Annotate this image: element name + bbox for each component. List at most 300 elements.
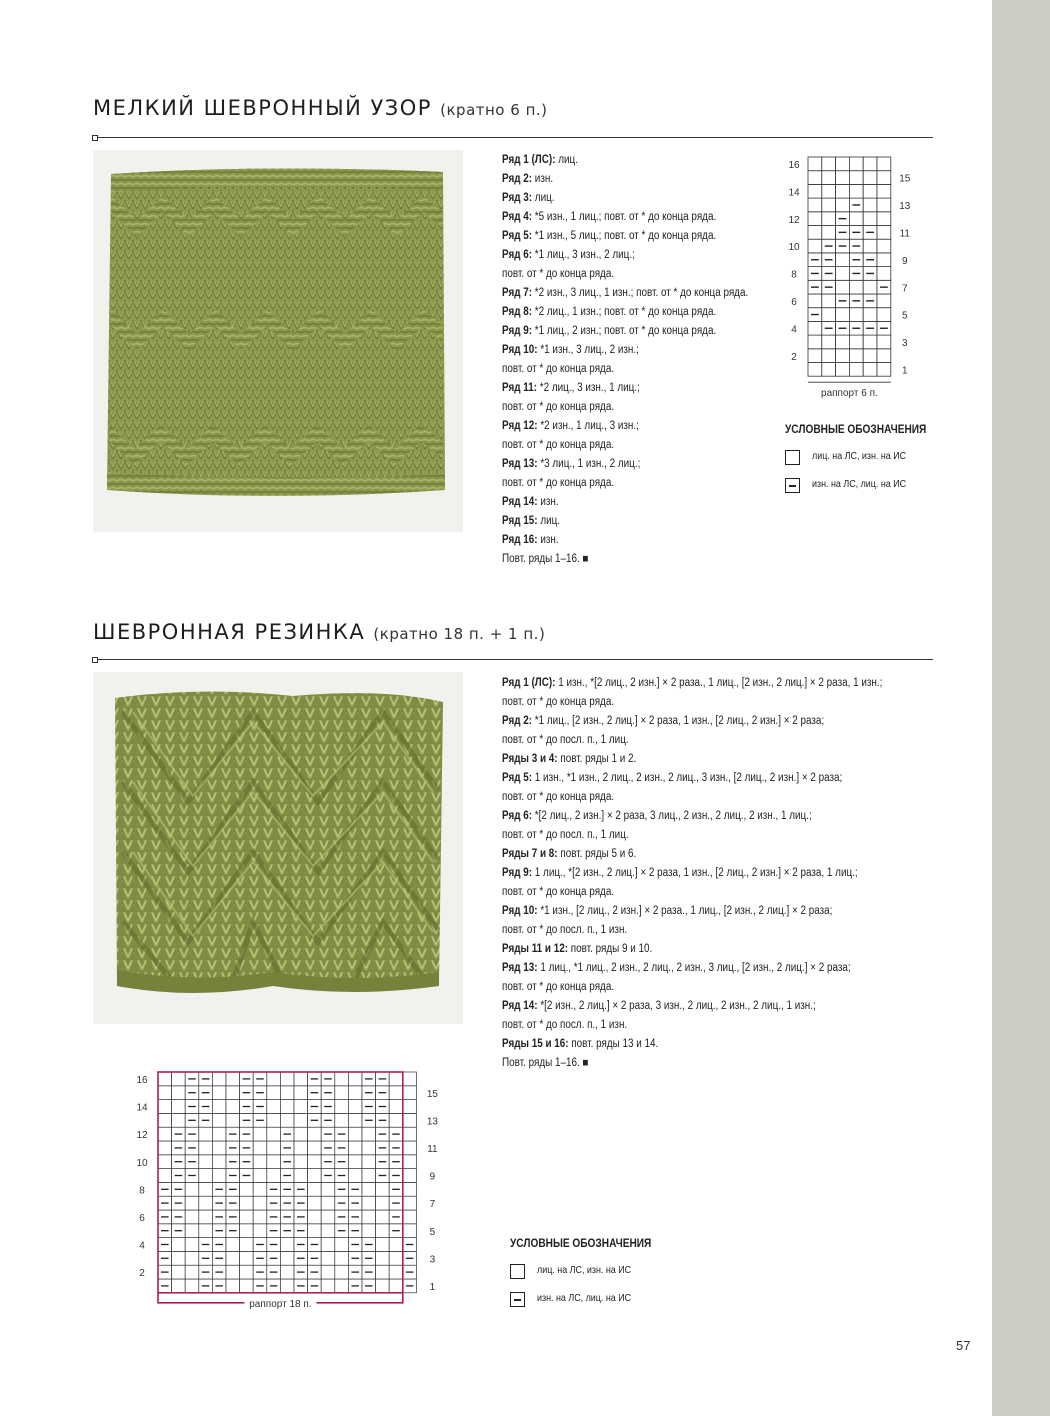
chart-cell: [240, 1238, 254, 1252]
chart-cell: [348, 1113, 362, 1127]
chart-cell: [836, 253, 850, 267]
chart-cell: [172, 1113, 186, 1127]
row-number-left: 2: [791, 351, 797, 363]
chart-cell: [226, 1086, 240, 1100]
chart-cell: [294, 1155, 308, 1169]
chart-cell: [172, 1238, 186, 1252]
chart-cell: [348, 1072, 362, 1086]
chart-cell: [849, 349, 863, 363]
chart-cell: [280, 1072, 294, 1086]
row-number-left: 6: [139, 1213, 145, 1225]
row-number-right: 11: [427, 1144, 438, 1156]
row-number-left: 8: [139, 1185, 145, 1197]
section1-rule: [93, 137, 933, 138]
chart-cell: [335, 1113, 349, 1127]
row-number-left: 14: [788, 187, 800, 199]
chart-cell: [389, 1100, 403, 1114]
chart-cell: [212, 1155, 226, 1169]
chart-cell: [403, 1210, 417, 1224]
chart-cell: [808, 363, 822, 377]
instruction-line: Ряд 14: *[2 изн., 2 лиц.] × 2 раза, 3 изн., 2 лиц., 2 изн., 2 лиц., 1 изн.;: [502, 1000, 816, 1012]
chart-cell: [863, 239, 877, 253]
chart-cell: [294, 1169, 308, 1183]
chart-cell: [253, 1127, 267, 1141]
chart-cell: [877, 267, 891, 281]
row-number-right: 5: [902, 310, 908, 322]
chart-cell: [267, 1127, 281, 1141]
chart-cell: [863, 349, 877, 363]
chart-cell: [185, 1251, 199, 1265]
chart-cell: [199, 1169, 213, 1183]
chart-cell: [158, 1141, 172, 1155]
chart-cell: [267, 1113, 281, 1127]
chart-cell: [335, 1086, 349, 1100]
chart-cell: [267, 1100, 281, 1114]
chart-cell: [863, 198, 877, 212]
chart-cell: [348, 1141, 362, 1155]
chart-cell: [321, 1224, 335, 1238]
chart-cell: [172, 1265, 186, 1279]
chart-cell: [185, 1279, 199, 1293]
row-number-right: 11: [899, 228, 910, 240]
chart-cell: [308, 1155, 322, 1169]
instruction-line: повт. от * до посл. п., 1 изн.: [502, 924, 628, 936]
chart-cell: [212, 1127, 226, 1141]
chart-cell: [822, 226, 836, 240]
instruction-line: повт. от * до посл. п., 1 лиц.: [502, 829, 629, 841]
chart-cell: [294, 1100, 308, 1114]
row-number-left: 8: [791, 269, 797, 281]
chart-cell: [808, 226, 822, 240]
chart-cell: [158, 1100, 172, 1114]
instruction-line: Ряд 1 (ЛС): лиц.: [502, 154, 578, 166]
chart-cell: [808, 171, 822, 185]
chart-cell: [240, 1210, 254, 1224]
instruction-line: Ряд 11: *2 лиц., 3 изн., 1 лиц.;: [502, 382, 640, 394]
chart-cell: [877, 184, 891, 198]
chart-cell: [267, 1072, 281, 1086]
row-number-right: 13: [426, 1116, 438, 1128]
chart-cell: [280, 1100, 294, 1114]
chart-cell: [321, 1196, 335, 1210]
chart-cell: [294, 1113, 308, 1127]
chart-cell: [212, 1169, 226, 1183]
instruction-line: повт. от * до конца ряда.: [502, 401, 615, 413]
chart-cell: [376, 1279, 390, 1293]
chart-cell: [362, 1127, 376, 1141]
row-number-right: 9: [902, 255, 908, 267]
row-number-left: 12: [788, 214, 800, 226]
chart-cell: [836, 363, 850, 377]
instruction-line: Ряд 10: *1 изн., 3 лиц., 2 изн.;: [502, 344, 639, 356]
purl-symbol-icon: [785, 478, 800, 493]
chart-cell: [308, 1224, 322, 1238]
section1-title: МЕЛКИЙ ШЕВРОННЫЙ УЗОР (кратно 6 п.): [93, 96, 548, 120]
row-number-right: 13: [899, 201, 911, 213]
chart-cell: [240, 1182, 254, 1196]
chart-cell: [849, 280, 863, 294]
chart-cell: [389, 1238, 403, 1252]
chart-cell: [376, 1238, 390, 1252]
row-number-right: 3: [902, 338, 908, 350]
chart-cell: [321, 1238, 335, 1252]
chart-cell: [226, 1113, 240, 1127]
chart-cell: [226, 1279, 240, 1293]
row-number-left: 14: [136, 1102, 148, 1114]
instruction-line: повт. от * до конца ряда.: [502, 791, 615, 803]
instruction-line: Ряд 10: *1 изн., [2 лиц., 2 изн.] × 2 раза., 1 лиц., [2 изн., 2 лиц.] × 2 раза;: [502, 905, 833, 917]
chart-cell: [376, 1210, 390, 1224]
instruction-line: Ряд 9: 1 лиц., *[2 изн., 2 лиц.] × 2 раза, 1 изн., [2 лиц., 2 изн.] × 2 раза, 1 лиц.;: [502, 867, 858, 879]
chart-cell: [403, 1072, 417, 1086]
chart-cell: [335, 1238, 349, 1252]
chart-cell: [199, 1141, 213, 1155]
row-number-right: 7: [902, 283, 908, 295]
chart-cell: [158, 1169, 172, 1183]
chart-cell: [808, 294, 822, 308]
chart-cell: [877, 253, 891, 267]
chart-cell: [849, 212, 863, 226]
instruction-line: повт. от * до конца ряда.: [502, 886, 615, 898]
chart-cell: [822, 349, 836, 363]
instruction-line: повт. от * до конца ряда.: [502, 981, 615, 993]
chart-cell: [185, 1196, 199, 1210]
chart-cell: [212, 1113, 226, 1127]
instruction-line: Ряды 3 и 4: повт. ряды 1 и 2.: [502, 753, 637, 765]
chart-cell: [253, 1196, 267, 1210]
chart-cell: [362, 1155, 376, 1169]
chart-cell: [403, 1169, 417, 1183]
chart-cell: [376, 1224, 390, 1238]
chart-cell: [403, 1127, 417, 1141]
section2-swatch-image: [93, 672, 463, 1024]
chart-cell: [822, 212, 836, 226]
chart-cell: [308, 1127, 322, 1141]
chart-cell: [294, 1072, 308, 1086]
chart-cell: [836, 184, 850, 198]
chart-cell: [280, 1113, 294, 1127]
chart-cell: [863, 363, 877, 377]
chart-cell: [212, 1072, 226, 1086]
chart-cell: [808, 239, 822, 253]
section2-title: ШЕВРОННАЯ РЕЗИНКА (кратно 18 п. + 1 п.): [93, 620, 546, 644]
chart-cell: [308, 1169, 322, 1183]
chart-cell: [267, 1086, 281, 1100]
instruction-line: Ряды 15 и 16: повт. ряды 13 и 14.: [502, 1038, 659, 1050]
chart-cell: [403, 1182, 417, 1196]
instruction-line: Ряд 2: *1 лиц., [2 изн., 2 лиц.] × 2 раза, 1 изн., [2 лиц., 2 изн.] × 2 раза;: [502, 715, 825, 727]
chart-cell: [849, 335, 863, 349]
chart-cell: [822, 157, 836, 171]
row-number-left: 12: [136, 1130, 148, 1142]
chart-cell: [240, 1251, 254, 1265]
instruction-line: повт. от * до посл. п., 1 изн.: [502, 1019, 628, 1031]
row-number-right: 7: [429, 1199, 436, 1211]
chart-cell: [808, 212, 822, 226]
repeat-label: раппорт 6 п.: [821, 388, 878, 400]
chart-cell: [362, 1224, 376, 1238]
chart-cell: [822, 198, 836, 212]
instruction-line: Ряд 13: 1 лиц., *1 лиц., 2 изн., 2 лиц., 2 изн., 3 лиц., [2 изн., 2 лиц.] × 2 раза;: [502, 962, 851, 974]
chart-cell: [172, 1086, 186, 1100]
chart-cell: [863, 308, 877, 322]
chart-cell: [321, 1251, 335, 1265]
chart-cell: [362, 1196, 376, 1210]
chart-cell: [362, 1141, 376, 1155]
chart-cell: [267, 1155, 281, 1169]
chart-cell: [185, 1182, 199, 1196]
chart-cell: [403, 1141, 417, 1155]
chart-cell: [362, 1169, 376, 1183]
instruction-line: Ряды 7 и 8: повт. ряды 5 и 6.: [502, 848, 637, 860]
chart-cell: [836, 198, 850, 212]
legend-knit-row: лиц. на ЛС, изн. на ИС: [510, 1264, 710, 1280]
row-number-left: 2: [139, 1268, 145, 1280]
chart-cell: [362, 1210, 376, 1224]
row-number-right: 1: [902, 365, 908, 377]
instruction-line: повт. от * до конца ряда.: [502, 363, 615, 375]
chart-cell: [877, 171, 891, 185]
row-number-right: 1: [429, 1282, 436, 1294]
chart-cell: [280, 1279, 294, 1293]
chart-cell: [226, 1100, 240, 1114]
chart-cell: [808, 321, 822, 335]
section2-rule: [93, 659, 933, 660]
section2-instructions: [502, 674, 944, 1073]
chart-cell: [280, 1265, 294, 1279]
chart-cell: [822, 308, 836, 322]
chart-cell: [321, 1279, 335, 1293]
chart-cell: [158, 1072, 172, 1086]
chart-cell: [348, 1127, 362, 1141]
instruction-line: Ряд 6: *1 лиц., 3 изн., 2 лиц.;: [502, 249, 635, 261]
row-number-right: 15: [426, 1088, 438, 1100]
chart-cell: [836, 267, 850, 281]
chart-cell: [335, 1265, 349, 1279]
chart-cell: [877, 239, 891, 253]
chart-cell: [158, 1127, 172, 1141]
chart-cell: [808, 198, 822, 212]
section2-chart: [128, 1070, 458, 1325]
chart-cell: [389, 1072, 403, 1086]
row-number-left: 16: [788, 159, 800, 171]
chart-cell: [877, 157, 891, 171]
instruction-line: Ряд 12: *2 изн., 1 лиц., 3 изн.;: [502, 420, 639, 432]
chart-cell: [280, 1086, 294, 1100]
chart-cell: [199, 1196, 213, 1210]
row-number-left: 4: [791, 324, 797, 336]
chart-cell: [389, 1113, 403, 1127]
chart-cell: [348, 1100, 362, 1114]
chart-cell: [158, 1086, 172, 1100]
chart-cell: [158, 1155, 172, 1169]
section1-chart: [778, 155, 918, 405]
instruction-line: Ряд 6: *[2 лиц., 2 изн.] × 2 раза, 3 лиц., 2 изн., 2 лиц., 2 изн., 1 лиц.;: [502, 810, 812, 822]
knit-symbol-icon: [510, 1264, 525, 1279]
chart-cell: [362, 1182, 376, 1196]
chart-cell: [212, 1100, 226, 1114]
row-number-left: 10: [136, 1157, 148, 1169]
chart-cell: [836, 280, 850, 294]
chart-cell: [253, 1155, 267, 1169]
row-number-right: 15: [899, 173, 911, 185]
row-number-left: 6: [791, 296, 797, 308]
legend-title: УСЛОВНЫЕ ОБОЗНАЧЕНИЯ: [785, 424, 927, 436]
instruction-line: Ряд 8: *2 лиц., 1 изн.; повт. от * до конца ряда.: [502, 306, 717, 318]
chart-cell: [294, 1086, 308, 1100]
chart-cell: [822, 294, 836, 308]
chart-cell: [836, 171, 850, 185]
chart-cell: [267, 1141, 281, 1155]
instruction-line: Повт. ряды 1–16. ■: [502, 1057, 589, 1069]
instruction-line: Ряд 15: лиц.: [502, 515, 561, 527]
instruction-line: Ряд 13: *3 лиц., 1 изн., 2 лиц.;: [502, 458, 641, 470]
side-band: [992, 0, 1050, 1416]
chart-cell: [348, 1169, 362, 1183]
chart-cell: [253, 1210, 267, 1224]
chart-cell: [212, 1141, 226, 1155]
chart-cell: [376, 1251, 390, 1265]
chart-cell: [822, 363, 836, 377]
chart-cell: [403, 1100, 417, 1114]
chart-cell: [836, 335, 850, 349]
section2-legend: [510, 1238, 671, 1304]
instruction-line: Ряд 4: *5 изн., 1 лиц.; повт. от * до конца ряда.: [502, 211, 717, 223]
chart-cell: [863, 184, 877, 198]
chart-cell: [294, 1141, 308, 1155]
chart-cell: [308, 1141, 322, 1155]
chart-cell: [199, 1224, 213, 1238]
knit-symbol-icon: [785, 450, 800, 465]
chart-cell: [808, 335, 822, 349]
row-number-left: 4: [139, 1240, 145, 1252]
chart-cell: [267, 1169, 281, 1183]
chart-cell: [321, 1182, 335, 1196]
chart-cell: [836, 157, 850, 171]
chart-cell: [822, 184, 836, 198]
chart-cell: [240, 1279, 254, 1293]
row-number-right: 5: [429, 1226, 436, 1238]
instruction-line: Ряд 14: изн.: [502, 496, 559, 508]
chart-cell: [836, 308, 850, 322]
chart-cell: [321, 1265, 335, 1279]
chart-cell: [226, 1265, 240, 1279]
chart-cell: [849, 171, 863, 185]
chart-cell: [172, 1100, 186, 1114]
chart-cell: [863, 171, 877, 185]
chart-cell: [389, 1279, 403, 1293]
page-number: 57: [956, 1338, 971, 1353]
chart-cell: [335, 1100, 349, 1114]
legend-purl-row: изн. на ЛС, лиц. на ИС: [510, 1292, 710, 1308]
chart-cell: [403, 1113, 417, 1127]
chart-cell: [335, 1072, 349, 1086]
chart-cell: [403, 1155, 417, 1169]
chart-cell: [172, 1279, 186, 1293]
row-number-left: 10: [788, 242, 800, 254]
chart-cell: [877, 363, 891, 377]
chart-cell: [877, 212, 891, 226]
instruction-line: Ряд 1 (ЛС): 1 изн., *[2 лиц., 2 изн.] × 2 раза., 1 лиц., [2 изн., 2 лиц.] × 2 раза, 1 изн.;: [502, 677, 883, 689]
instruction-line: Ряд 5: 1 изн., *1 изн., 2 лиц., 2 изн., 2 лиц., 3 изн., [2 лиц., 2 изн.] × 2 раза;: [502, 772, 843, 784]
instruction-line: повт. от * до конца ряда.: [502, 439, 615, 451]
row-number-left: 16: [136, 1075, 148, 1087]
repeat-label: раппорт 18 п.: [249, 1298, 312, 1310]
chart-cell: [403, 1196, 417, 1210]
chart-cell: [253, 1224, 267, 1238]
chart-cell: [808, 349, 822, 363]
instruction-line: Ряд 16: изн.: [502, 534, 559, 546]
instruction-line: Ряды 11 и 12: повт. ряды 9 и 10.: [502, 943, 653, 955]
chart-cell: [877, 198, 891, 212]
chart-cell: [212, 1086, 226, 1100]
chart-cell: [877, 335, 891, 349]
chart-cell: [403, 1086, 417, 1100]
chart-cell: [185, 1224, 199, 1238]
chart-cell: [376, 1196, 390, 1210]
chart-cell: [822, 335, 836, 349]
chart-cell: [836, 349, 850, 363]
instruction-line: Ряд 3: лиц.: [502, 192, 555, 204]
chart-cell: [877, 308, 891, 322]
chart-cell: [877, 226, 891, 240]
section1-swatch-image: [93, 150, 463, 532]
chart-cell: [863, 212, 877, 226]
chart-cell: [849, 308, 863, 322]
chart-cell: [808, 184, 822, 198]
instruction-line: Повт. ряды 1–16. ■: [502, 553, 589, 565]
chart-cell: [877, 349, 891, 363]
chart-cell: [308, 1196, 322, 1210]
chart-cell: [335, 1279, 349, 1293]
legend-knit-row: лиц. на ЛС, изн. на ИС: [785, 450, 985, 466]
chart-cell: [348, 1086, 362, 1100]
chart-cell: [199, 1182, 213, 1196]
instruction-line: повт. от * до посл. п., 1 лиц.: [502, 734, 629, 746]
chart-cell: [253, 1182, 267, 1196]
chart-cell: [280, 1251, 294, 1265]
chart-cell: [199, 1127, 213, 1141]
chart-cell: [863, 335, 877, 349]
chart-cell: [199, 1155, 213, 1169]
chart-cell: [158, 1113, 172, 1127]
chart-cell: [253, 1169, 267, 1183]
chart-cell: [308, 1182, 322, 1196]
chart-cell: [376, 1265, 390, 1279]
chart-cell: [240, 1265, 254, 1279]
chart-cell: [253, 1141, 267, 1155]
chart-cell: [389, 1251, 403, 1265]
instruction-line: Ряд 2: изн.: [502, 173, 554, 185]
row-number-right: 9: [429, 1171, 436, 1183]
chart-cell: [863, 157, 877, 171]
legend-title: УСЛОВНЫЕ ОБОЗНАЧЕНИЯ: [510, 1238, 652, 1250]
chart-cell: [849, 363, 863, 377]
purl-symbol-icon: [510, 1292, 525, 1307]
instruction-line: Ряд 9: *1 лиц., 2 изн.; повт. от * до конца ряда.: [502, 325, 717, 337]
chart-cell: [376, 1182, 390, 1196]
chart-cell: [321, 1210, 335, 1224]
instruction-line: Ряд 5: *1 изн., 5 лиц.; повт. от * до конца ряда.: [502, 230, 717, 242]
chart-cell: [226, 1251, 240, 1265]
instruction-line: Ряд 7: *2 изн., 3 лиц., 1 изн.; повт. от * до конца ряда.: [502, 287, 749, 299]
chart-cell: [199, 1210, 213, 1224]
chart-cell: [185, 1265, 199, 1279]
chart-cell: [294, 1127, 308, 1141]
chart-cell: [822, 171, 836, 185]
chart-cell: [808, 157, 822, 171]
instruction-line: повт. от * до конца ряда.: [502, 268, 615, 280]
